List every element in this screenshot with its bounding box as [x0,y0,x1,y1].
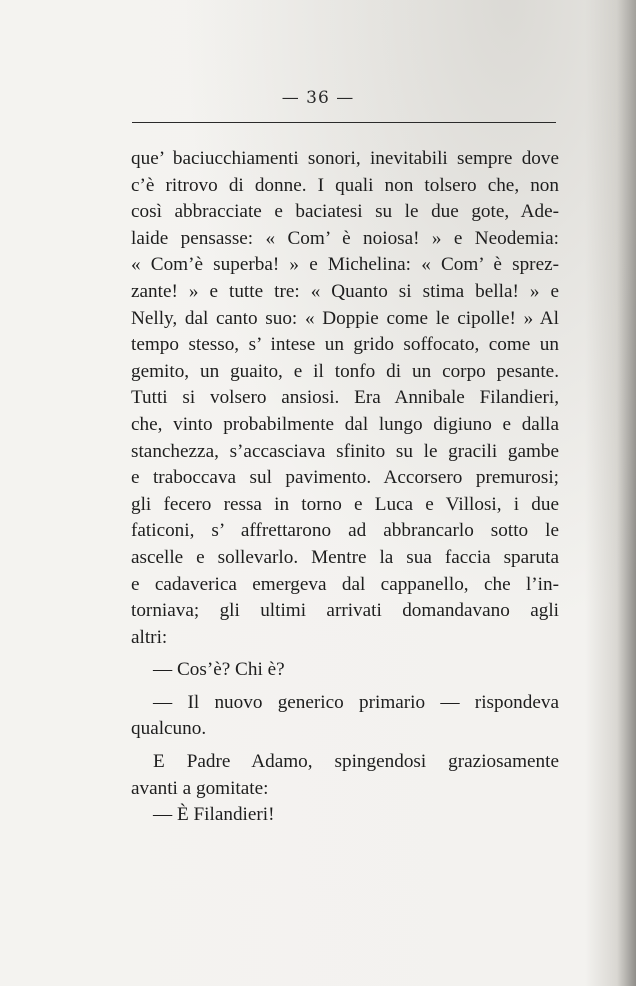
dialogue-line: — È Filandieri! [153,804,275,826]
text-line: e cadaverica emergeva dal cappanello, che l’in- [131,573,559,595]
body-text [131,146,559,829]
text-line: torniava; gli ultimi arrivati domandavano agli [131,600,559,622]
text-line: Nelly, dal canto suo: « Doppie come le cipolle! » Al [131,307,559,329]
text-line: c’è ritrovo di donne. I quali non tolsero che, non [131,174,559,196]
narration-line: E Padre Adamo, spingendosi graziosamente [153,751,559,773]
text-line: gli fecero ressa in torno e Luca e Villosi, i due [131,493,559,515]
dialogue-line: — Il nuovo generico primario — rispondeva [153,691,559,713]
dialogue-line: — Cos’è? Chi è? [153,659,285,681]
text-line: zante! » e tutte tre: « Quanto si stima bella! » e [131,280,559,302]
text-line: ascelle e sollevarlo. Mentre la sua faccia sparuta [131,546,559,568]
text-line: tempo stesso, s’ intese un grido soffocato, come un [131,334,559,356]
text-line: laide pensasse: « Com’ è noiosa! » e Neodemia: [131,227,559,249]
header-rule [132,122,556,123]
text-line: così abbracciate e baciatesi su le due gote, Ade- [131,201,559,223]
text-line: che, vinto probabilmente dal lungo digiuno e dalla [131,413,559,435]
text-line: faticoni, s’ affrettarono ad abbrancarlo sotto le [131,520,559,542]
text-line: altri: [131,626,168,648]
text-line: Tutti si volsero ansiosi. Era Annibale Filandieri, [131,387,559,409]
text-line: stanchezza, s’accasciava sfinito su le gracili gambe [131,440,559,462]
narration-line: avanti a gomitate: [131,777,269,799]
page-number: — 36 — [281,88,355,108]
text-line: que’ baciucchiamenti sonori, inevitabili sempre dove [131,148,559,169]
text-line: e traboccava sul pavimento. Accorsero premurosi; [131,467,559,489]
dialogue-line: qualcuno. [131,718,207,740]
text-line: « Com’è superba! » e Michelina: « Com’ è sprez- [131,254,559,276]
text-line: gemito, un guaito, e il tonfo di un corpo pesante. [131,360,559,382]
